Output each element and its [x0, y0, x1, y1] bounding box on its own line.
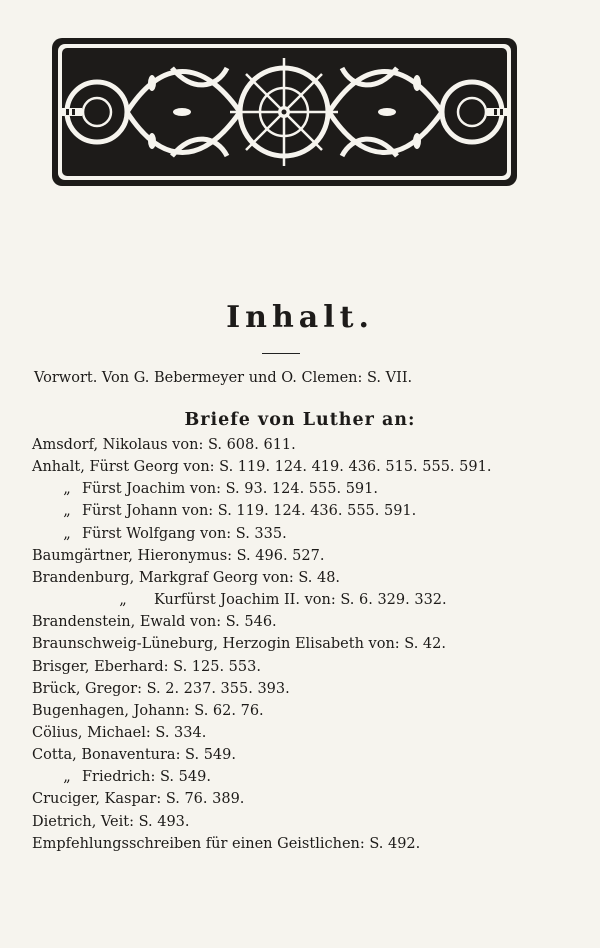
- list-item: [32, 703, 264, 719]
- entry-text: Empfehlungsschreiben für einen Geistlichen: S. 492.: [32, 835, 421, 852]
- entry-text: Fürst Johann von: S. 119. 124. 436. 555. 591.: [82, 503, 417, 520]
- entry-text: Amsdorf, Nikolaus von: S. 608. 611.: [32, 437, 296, 453]
- list-item: [92, 592, 447, 608]
- entry-text: Cruciger, Kaspar: S. 76. 389.: [32, 791, 245, 808]
- entry-text: Baumgärtner, Hieronymus: S. 496. 527.: [32, 547, 325, 564]
- section-heading: Briefe von Luther an:: [184, 410, 416, 430]
- list-item: [32, 836, 420, 852]
- ditto-mark: „: [63, 769, 71, 786]
- list-item: [52, 769, 211, 785]
- list-item: [52, 481, 378, 497]
- list-item: [52, 526, 287, 542]
- list-item: [32, 636, 446, 652]
- entry-text: Friedrich: S. 549.: [82, 769, 211, 786]
- preface-entry: Vorwort. Von G. Bebermeyer und O. Clemen: S. VII.: [34, 370, 413, 386]
- entry-text: Kurfürst Joachim II. von: S. 6. 329. 332.: [154, 592, 447, 609]
- ditto-mark: „: [63, 481, 71, 498]
- list-item: [32, 548, 324, 564]
- ditto-mark: „: [63, 525, 71, 542]
- entry-text: Brück, Gregor: S. 2. 237. 355. 393.: [32, 680, 290, 697]
- entry-text: Dietrich, Veit: S. 493.: [32, 813, 190, 830]
- entry-text: Cotta, Bonaventura: S. 549.: [32, 747, 236, 764]
- list-item: [52, 503, 416, 519]
- list-item: [32, 570, 340, 586]
- entry-text: Brisger, Eberhard: S. 125. 553.: [32, 658, 261, 675]
- entry-text: Brandenburg, Markgraf Georg von: S. 48.: [32, 569, 341, 586]
- ditto-mark: „: [63, 503, 71, 520]
- list-item: [32, 659, 261, 675]
- entry-text: Cölius, Michael: S. 334.: [32, 724, 207, 741]
- page-title: Inhalt.: [226, 300, 374, 335]
- list-item: [32, 681, 290, 697]
- list-item: [32, 814, 190, 830]
- entry-text: Braunschweig-Lüneburg, Herzogin Elisabeth von: S. 42.: [32, 636, 446, 653]
- ditto-mark: „: [119, 592, 127, 609]
- list-item: [32, 437, 296, 453]
- entry-text: Brandenstein, Ewald von: S. 546.: [32, 614, 277, 631]
- list-item: [32, 459, 491, 475]
- list-item: [32, 791, 244, 807]
- entry-text: Fürst Joachim von: S. 93. 124. 555. 591.: [82, 481, 378, 498]
- list-item: [32, 747, 236, 763]
- entry-text: Fürst Wolfgang von: S. 335.: [82, 525, 287, 542]
- entry-text: Bugenhagen, Johann: S. 62. 76.: [32, 702, 264, 719]
- list-item: [32, 725, 206, 741]
- list-item: [32, 614, 277, 630]
- entry-text: Anhalt, Fürst Georg von: S. 119. 124. 419. 436. 515. 555. 591.: [32, 459, 492, 476]
